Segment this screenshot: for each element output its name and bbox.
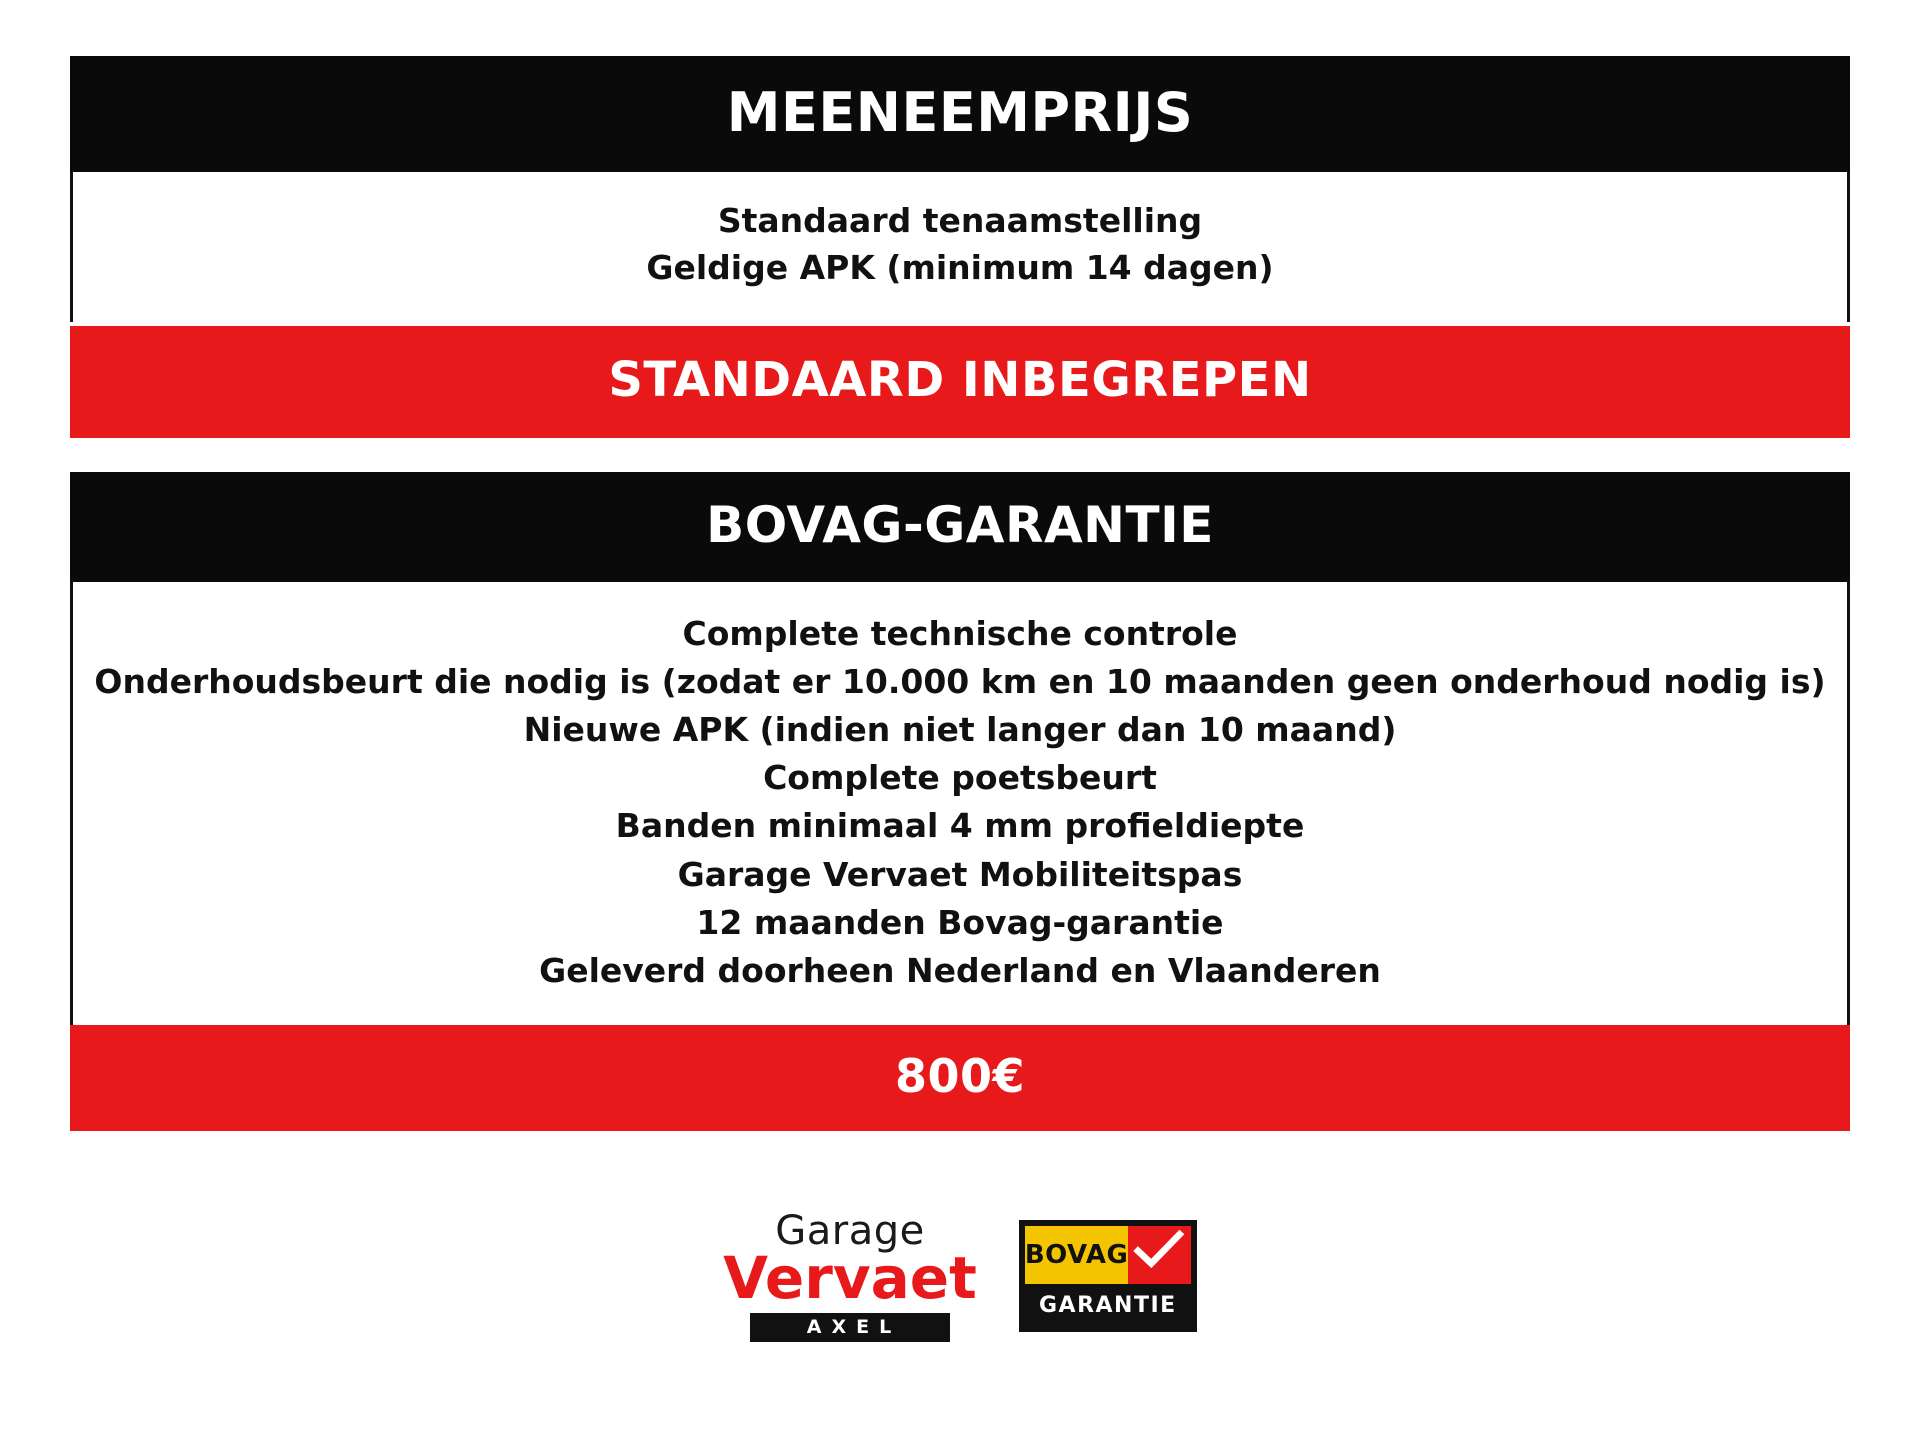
list-item: Complete poetsbeurt: [763, 758, 1157, 798]
bovag-name-text: BOVAG: [1024, 1240, 1129, 1271]
section-label-standaard-inbegrepen: STANDAARD INBEGREPEN: [70, 326, 1850, 438]
block-divider: [70, 438, 1850, 472]
list-item: Nieuwe APK (indien niet langer dan 10 maand): [523, 710, 1397, 750]
garage-vervaet-logo: [723, 1207, 977, 1342]
warranty-price: 800€: [70, 1025, 1850, 1131]
logo-garage-word: Garage: [775, 1207, 925, 1254]
bovag-garantie-text: GARANTIE: [1038, 1292, 1177, 1318]
bovag-garantie-plate: [1025, 1284, 1191, 1326]
warranty-title: BOVAG-GARANTIE: [70, 472, 1850, 582]
logo-axel-word: AXEL: [750, 1313, 950, 1342]
bovag-name-plate: [1025, 1226, 1129, 1284]
page-title: MEENEEMPRIJS: [70, 56, 1850, 172]
list-item: Geleverd doorheen Nederland en Vlaanderen: [539, 950, 1381, 990]
header-conditions: [70, 172, 1850, 322]
list-item: Garage Vervaet Mobiliteitspas: [677, 854, 1243, 894]
list-item: Banden minimaal 4 mm profieldiepte: [615, 806, 1305, 846]
list-item: Onderhoudsbeurt die nodig is (zodat er 10.000 km en 10 maanden geen onderhoud nodig is): [94, 661, 1826, 701]
list-item: 12 maanden Bovag-garantie: [696, 902, 1224, 942]
condition-line: Standaard tenaamstelling: [717, 201, 1203, 240]
bovag-garantie-logo: [1019, 1220, 1197, 1332]
list-item: Complete technische controle: [682, 613, 1238, 653]
bovag-logo-top: [1025, 1226, 1191, 1284]
warranty-item-list: [70, 582, 1850, 1025]
condition-line: Geldige APK (minimum 14 dagen): [646, 247, 1274, 287]
logo-row: [70, 1131, 1850, 1439]
check-icon: [1128, 1226, 1190, 1284]
logo-vervaet-word: Vervaet: [723, 1243, 977, 1312]
